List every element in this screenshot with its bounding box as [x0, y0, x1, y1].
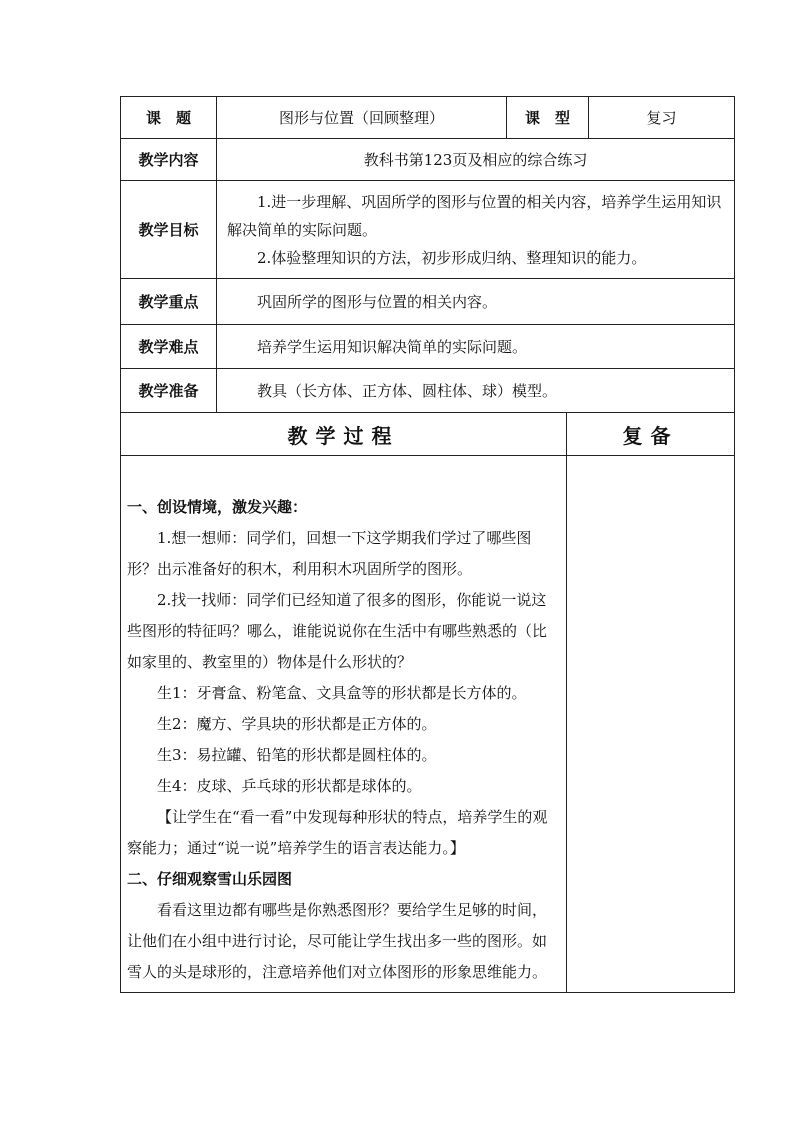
section-header-row [121, 413, 735, 456]
student-answer-1: 生1：牙膏盒、粉笔盒、文具盒等的形状都是长方体的。 [157, 684, 527, 702]
type-value: 复习 [589, 97, 735, 139]
process-cell [121, 456, 567, 993]
process-header: 教学过程 [121, 413, 567, 456]
content-label: 教学内容 [121, 139, 217, 181]
goals-cell [217, 181, 735, 279]
key-points-row [121, 279, 735, 325]
topic-value: 图形与位置（回顾整理） [217, 97, 507, 139]
preparation-value: 教具（长方体、正方体、圆柱体、球）模型。 [257, 382, 558, 400]
difficulties-cell [217, 325, 735, 369]
student-answer-4: 生4：皮球、乒乓球的形状都是球体的。 [157, 777, 422, 795]
section1-title: 一、创设情境，激发兴趣： [127, 498, 308, 516]
process-p1: 1.想一想师：同学们，回想一下这学期我们学过了哪些图形？出示准备好的积木，利用积木巩固所学的图形。 [127, 529, 532, 578]
process-row [121, 456, 735, 993]
topic-row [121, 97, 735, 139]
teaching-note: 【让学生在“看一看”中发现每种形状的特点，培养学生的观察能力；通过“说一说”培养学生的语言表达能力。】 [127, 808, 548, 857]
key-points-value: 巩固所学的图形与位置的相关内容。 [257, 293, 498, 311]
preparation-cell [217, 369, 735, 413]
preparation-row [121, 369, 735, 413]
difficulties-value: 培养学生运用知识解决简单的实际问题。 [257, 338, 528, 356]
process-p2: 2.找一找师：同学们已经知道了很多的图形，你能说一说这些图形的特征吗？哪么，谁能说说你在生活中有哪些熟悉的（比如家里的、教室里的）物体是什么形状的？ [127, 591, 548, 671]
student-answer-3: 生3：易拉罐、铅笔的形状都是圆柱体的。 [157, 746, 437, 764]
section2-title: 二、仔细观察雪山乐园图 [127, 870, 293, 888]
process-p3: 看看这里边都有哪些是你熟悉图形？要给学生足够的时间，让他们在小组中进行讨论，尽可能让学生找出多一些的图形。如雪人的头是球形的，注意培养他们对立体图形的形象思维能力。 [127, 901, 548, 981]
difficulties-label: 教学难点 [121, 325, 217, 369]
key-points-label: 教学重点 [121, 279, 217, 325]
topic-label: 课 题 [121, 97, 217, 139]
review-header: 复备 [567, 413, 735, 456]
goals-row [121, 181, 735, 279]
content-row [121, 139, 735, 181]
student-answer-2: 生2：魔方、学具块的形状都是正方体的。 [157, 715, 437, 733]
difficulties-row [121, 325, 735, 369]
goal-item-2: 2.体验整理知识的方法，初步形成归纳、整理知识的能力。 [257, 248, 647, 267]
preparation-label: 教学准备 [121, 369, 217, 413]
content-value: 教科书第123页及相应的综合练习 [217, 139, 735, 181]
key-points-cell [217, 279, 735, 325]
goal-item-1: 1.进一步理解、巩固所学的图形与位置的相关内容，培养学生运用知识解决简单的实际问题。 [227, 192, 722, 239]
review-cell [567, 456, 735, 993]
type-label: 课 型 [507, 97, 589, 139]
lesson-plan-table [120, 96, 735, 993]
goals-label: 教学目标 [121, 181, 217, 279]
